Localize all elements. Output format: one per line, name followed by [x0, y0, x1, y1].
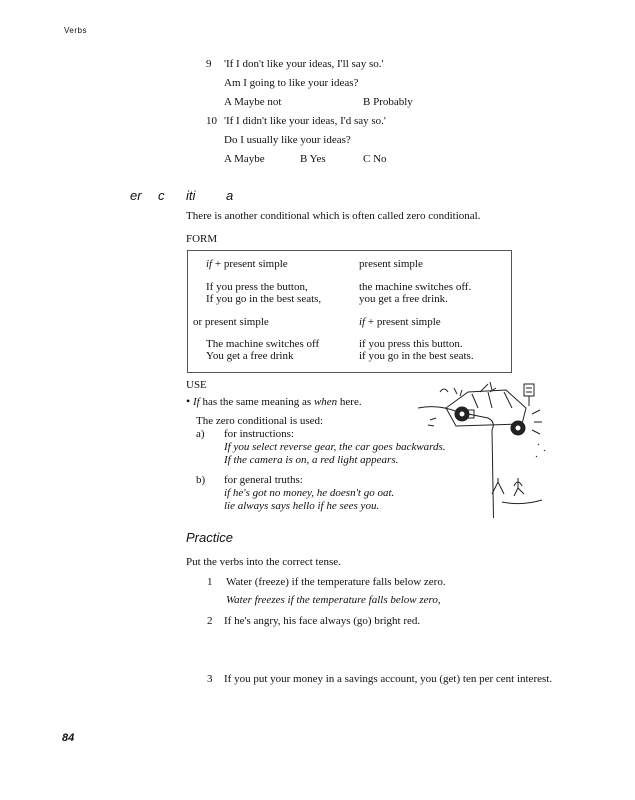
- form-row2-right: if + present simple: [359, 316, 441, 328]
- use-bullet-line: • If has the same meaning as when here.: [186, 394, 362, 408]
- question-10-number: 10: [206, 115, 217, 127]
- form-example-2-right: you get a free drink.: [359, 293, 448, 305]
- form-example-2-left: If you go in the best seats,: [206, 293, 322, 305]
- question-9-question: Am I going to like your ideas?: [224, 77, 359, 89]
- zero-used-text: The zero conditional is used:: [196, 415, 324, 427]
- section-title-part-1: er: [130, 188, 142, 203]
- form-example-3-left: The machine switches off: [206, 338, 320, 350]
- question-10-option-a: A Maybe: [224, 153, 265, 165]
- practice-item-2-number: 2: [207, 615, 213, 627]
- form-example-1-left: If you press the button,: [206, 281, 308, 293]
- question-9-option-b: B Probably: [363, 96, 413, 108]
- car-cliff-illustration: [418, 378, 558, 518]
- page-number: 84: [62, 732, 75, 744]
- form-example-4-left: You get a free drink: [206, 350, 294, 362]
- practice-item-1-answer: Water freezes if the temperature falls below zero,: [226, 594, 441, 606]
- form-example-4-right: if you go in the best seats.: [359, 350, 474, 362]
- form-example-1-right: the machine switches off.: [359, 281, 472, 293]
- question-10-quote: 'If I didn't like your ideas, I'd say so.': [224, 115, 386, 127]
- practice-item-3-number: 3: [207, 673, 213, 685]
- question-10-option-b: B Yes: [300, 153, 326, 165]
- question-10-question: Do I usually like your ideas?: [224, 134, 351, 146]
- use-label: USE: [186, 379, 207, 391]
- question-9-option-a: A Maybe not: [224, 96, 282, 108]
- practice-item-3-text: If you put your money in a savings account, you (get) ten per cent interest.: [224, 673, 553, 685]
- practice-instruction: Put the verbs into the correct tense.: [186, 556, 341, 568]
- practice-item-2-text: If he's angry, his face always (go) bright red.: [224, 615, 421, 627]
- bullet: •: [186, 394, 191, 408]
- use-b-label: b): [196, 474, 206, 486]
- section-intro: There is another conditional which is often called zero conditional.: [186, 210, 481, 222]
- section-title-part-4: a: [226, 188, 234, 203]
- form-label: FORM: [186, 233, 218, 245]
- question-10-option-c: C No: [363, 153, 387, 165]
- use-a-label: a): [196, 428, 205, 440]
- use-a-example-2: If the camera is on, a red light appears.: [224, 454, 399, 466]
- form-row2-left: or present simple: [193, 316, 269, 328]
- practice-title: Practice: [186, 530, 233, 545]
- use-a-text: for instructions:: [224, 428, 294, 440]
- form-row1-right: present simple: [359, 258, 423, 270]
- practice-item-1-number: 1: [207, 576, 213, 588]
- use-a-example-1: If you select reverse gear, the car goes backwards.: [224, 441, 446, 453]
- use-b-example-2: lie always says hello if he sees you.: [224, 500, 380, 512]
- section-title-part-2: c: [158, 188, 165, 203]
- practice-item-1-text: Water (freeze) if the temperature falls below zero.: [226, 576, 446, 588]
- use-b-text: for general truths:: [224, 474, 303, 486]
- form-row1-left: if + present simple: [206, 258, 288, 270]
- use-b-example-1: if he's got no money, he doesn't go oat.: [224, 487, 395, 499]
- section-title-part-3: iti: [186, 188, 196, 203]
- form-example-3-right: if you press this button.: [359, 338, 463, 350]
- question-9-number: 9: [206, 58, 212, 70]
- question-9-quote: 'If I don't like your ideas, I'll say so.': [224, 58, 384, 70]
- running-header: Verbs: [64, 26, 87, 35]
